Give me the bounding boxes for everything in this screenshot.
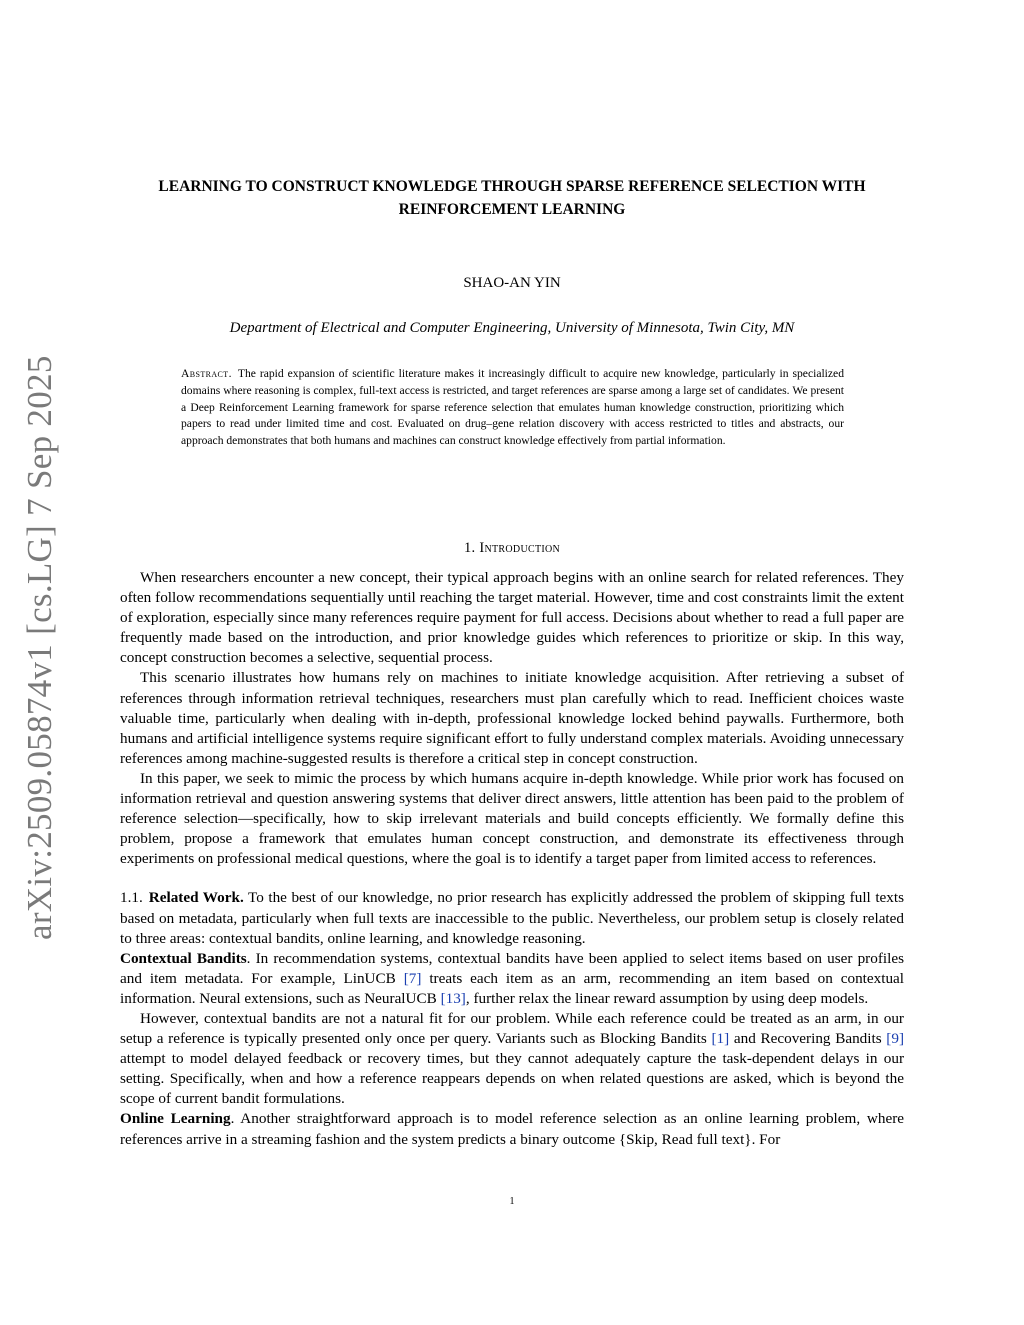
section-title: Introduction [479, 540, 561, 556]
intro-paragraph-2: This scenario illustrates how humans rely on machines to initiate knowledge acquisition. After retrieving a subset of references through information retrieval techniques, researchers must plan carefully which to read. Inefficient choices waste valuable time, particularly when dealing with in-depth, professional knowledge locked behind paywalls. Furthermore, both humans and artificial intelligence systems require significant effort to fully understand complex materials. Avoiding unnecessary references among machine-suggested results is therefore a critical step in concept construction. [120, 669, 904, 767]
online-learning-heading: Online Learning [120, 1110, 231, 1128]
bandits-followup-paragraph [120, 1009, 904, 1109]
bandits-followup-text-b: and Recovering Bandits [729, 1030, 887, 1048]
contextual-bandits-text-a: . In recommendation systems, contextual bandits have been applied to select items based on user profiles and item metadata. For example, LinUCB [120, 949, 904, 987]
citation-link[interactable]: [13] [440, 989, 466, 1007]
arxiv-identifier-stamp: arXiv:2509.05874v1 [cs.LG] 7 Sep 2025 [20, 355, 59, 940]
subsection-title: Related Work. [148, 889, 244, 907]
paper-title: LEARNING TO CONSTRUCT KNOWLEDGE THROUGH SPARSE REFERENCE SELECTION WITH REINFORCEMENT LEARNING [158, 178, 866, 218]
section-number: 1. [463, 540, 476, 556]
citation-link[interactable]: [1] [711, 1030, 730, 1048]
citation-link[interactable]: [7] [403, 969, 422, 987]
bandits-followup-text-a: However, contextual bandits are not a natural fit for our problem. While each reference could be treated as an arm, in our setup a reference is typically presented only once per query. Variants such as Blocking Bandits [120, 1009, 904, 1048]
related-work-paragraph [120, 888, 904, 948]
intro-paragraph-3: In this paper, we seek to mimic the process by which humans acquire in-depth knowledge. While prior work has focused on information retrieval and question answering systems that deliver direct answers, little attention has been paid to the problem of reference selection—specifically, how to skip irrelevant materials and build concepts efficiently. We formally define this problem, propose a framework that emulates human concept construction, and demonstrate its effectiveness through experiments on professional medical questions, where the goal is to identify a target paper from limited access to references. [120, 769, 904, 868]
author-name: SHAO-AN YIN [463, 275, 561, 291]
related-work-intro-text: To the best of our knowledge, no prior research has explicitly addressed the problem of skipping full texts based on metadata, particularly when full texts are inaccessible to the public. Nevertheless, our problem setup is closely related to three areas: contextual bandits, online learning, and knowledge reasoning. [120, 889, 904, 947]
online-learning-paragraph [120, 1109, 904, 1149]
contextual-bandits-text-c: , further relax the linear reward assumption by using deep models. [465, 989, 869, 1007]
page-number: 1 [509, 1196, 515, 1207]
contextual-bandits-paragraph [120, 949, 904, 1009]
abstract [181, 366, 844, 450]
bandits-followup-text-c: attempt to model delayed feedback or recovery times, but they cannot adequately capture the task-dependent delays in our setting. Specifically, when and how a reference reappears depends on when related questions are asked, which is beyond the scope of current bandit formulations. [120, 1050, 904, 1108]
subsection-number: 1.1. [120, 889, 143, 907]
online-learning-text: . Another straightforward approach is to model reference selection as an online learning problem, where references arrive in a streaming fashion and the system predicts a binary outcome {Skip, Read full text}. For [120, 1110, 904, 1148]
contextual-bandits-heading: Contextual Bandits [120, 949, 247, 967]
citation-link[interactable]: [9] [886, 1030, 905, 1048]
body-text [120, 568, 904, 1150]
section-heading-introduction [0, 540, 1024, 557]
abstract-text: The rapid expansion of scientific literature makes it increasingly difficult to acquire new knowledge, particularly in specialized domains where reasoning is complex, full-text access is restricted, and target references are sparse among a large set of candidates. We present a Deep Reinforcement Learning framework for sparse reference selection that emulates human knowledge construction, prioritizing which papers to read under limited time and cost. Evaluated on drug–gene relation discovery with access restricted to titles and abstracts, our approach demonstrates that both humans and machines can construct knowledge effectively from partial information. [181, 367, 844, 448]
contextual-bandits-text-b: treats each item as an arm, recommending an item based on contextual information. Neural extensions, such as NeuralUCB [120, 969, 904, 1007]
author-affiliation: Department of Electrical and Computer Engineering, University of Minnesota, Twin City, MN [229, 320, 795, 336]
abstract-label: Abstract. [181, 367, 232, 380]
intro-paragraph-1: When researchers encounter a new concept, their typical approach begins with an online search for related references. They often follow recommendations sequentially until reaching the target material. However, time and cost constraints limit the extent of exploration, especially since many references require payment for full access. Decisions about whether to read a full paper are frequently made based on the introduction, and prior knowledge guides which references to prioritize or skip. In this way, concept construction becomes a selective, sequential process. [120, 569, 904, 667]
